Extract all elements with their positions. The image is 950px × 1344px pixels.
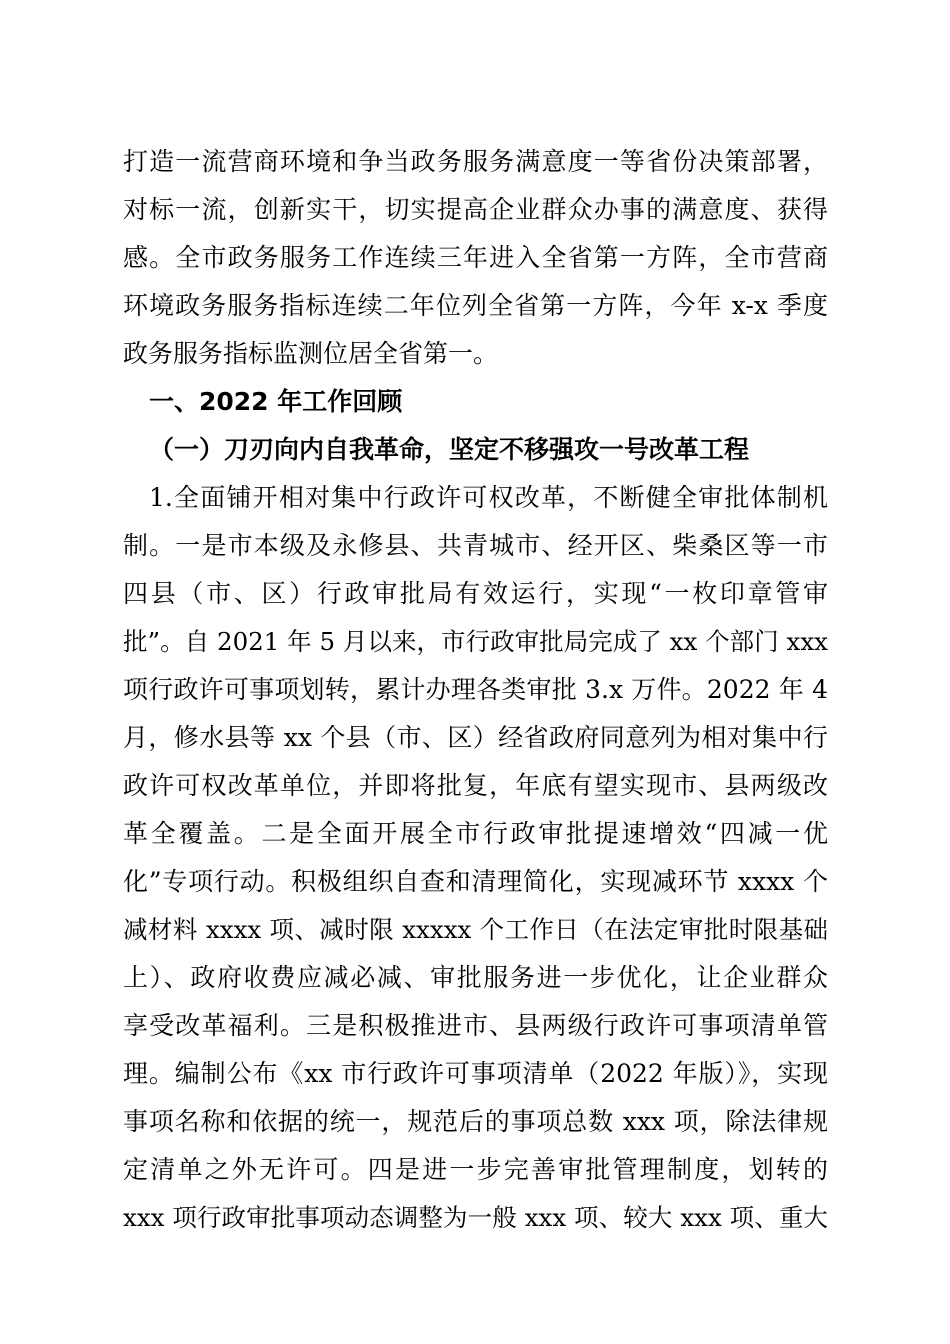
body-line-15: 定清单之外无许可。四是进一步完善审批管理制度，划转的 bbox=[123, 1155, 828, 1184]
body-line-3: 四县（市、区）行政审批局有效运行，实现“一枚印章管审 bbox=[123, 579, 828, 608]
body-line-2: 制。一是市本级及永修县、共青城市、经开区、柴桑区等一市 bbox=[123, 531, 828, 560]
body-line-1: 1.全面铺开相对集中行政许可权改革，不断健全审批体制机 bbox=[149, 483, 828, 512]
body-line-9: 化”专项行动。积极组织自查和清理简化，实现减环节 xxxx 个 bbox=[123, 867, 828, 896]
body-line-6: 月，修水县等 xx 个县（市、区）经省政府同意列为相对集中行 bbox=[123, 723, 828, 752]
body-line-10: 减材料 xxxx 项、减时限 xxxxx 个工作日（在法定审批时限基础 bbox=[123, 915, 828, 944]
body-line-11: 上）、政府收费应减必减、审批服务进一步优化，让企业群众 bbox=[123, 963, 828, 992]
body-line-16: xxx 项行政审批事项动态调整为一般 xxx 项、较大 xxx 项、重大 bbox=[123, 1203, 828, 1232]
subsection-heading: （一）刀刃向内自我革命，坚定不移强攻一号改革工程 bbox=[149, 435, 750, 464]
body-line-12: 享受改革福利。三是积极推进市、县两级行政许可事项清单管 bbox=[123, 1011, 828, 1040]
intro-line-3: 感。全市政务服务工作连续三年进入全省第一方阵，全市营商 bbox=[123, 243, 828, 272]
intro-line-1: 打造一流营商环境和争当政务服务满意度一等省份决策部署， bbox=[123, 147, 828, 176]
body-line-5: 项行政许可事项划转，累计办理各类审批 3.x 万件。2022 年 4 bbox=[123, 675, 828, 704]
body-line-7: 政许可权改革单位，并即将批复，年底有望实现市、县两级改 bbox=[123, 771, 828, 800]
section-heading: 一、2022 年工作回顾 bbox=[149, 387, 403, 416]
intro-line-2: 对标一流，创新实干，切实提高企业群众办事的满意度、获得 bbox=[123, 195, 828, 224]
body-line-4: 批”。自 2021 年 5 月以来，市行政审批局完成了 xx 个部门 xxx bbox=[123, 627, 828, 656]
body-line-8: 革全覆盖。二是全面开展全市行政审批提速增效“四减一优 bbox=[123, 819, 828, 848]
intro-line-5: 政务服务指标监测位居全省第一。 bbox=[123, 339, 499, 368]
body-line-13: 理。编制公布《xx 市行政许可事项清单（2022 年版）》，实现 bbox=[123, 1059, 828, 1088]
intro-line-4: 环境政务服务指标连续二年位列全省第一方阵，今年 x-x 季度 bbox=[123, 291, 828, 320]
body-line-14: 事项名称和依据的统一，规范后的事项总数 xxx 项，除法律规 bbox=[123, 1107, 828, 1136]
